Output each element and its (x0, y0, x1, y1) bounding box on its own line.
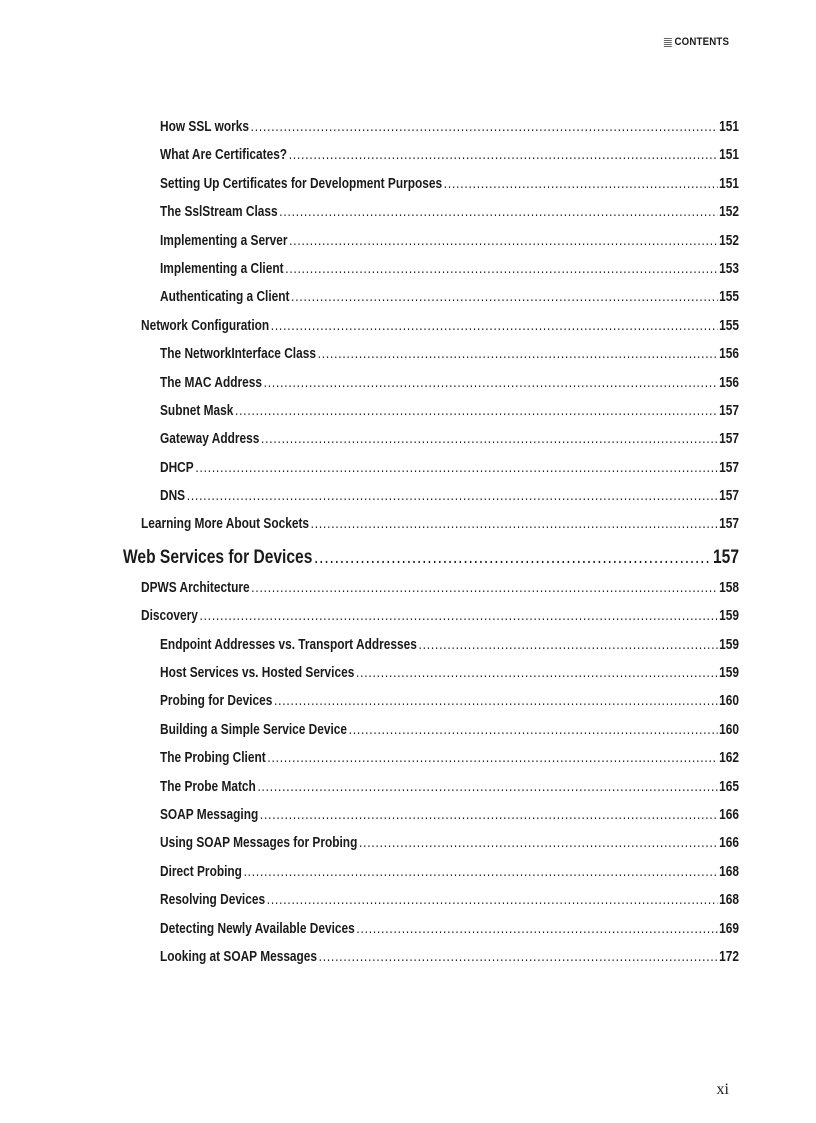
toc-entry[interactable] (160, 431, 739, 459)
dot-leader (261, 431, 718, 447)
toc-entry-page: 152 (719, 204, 739, 221)
dot-leader (319, 949, 718, 965)
toc-entry-title: The Probing Client (160, 750, 266, 767)
toc-entry-title: What Are Certificates? (160, 147, 288, 164)
dot-leader (359, 835, 718, 851)
toc-entry[interactable] (160, 921, 739, 949)
toc-entry-title: Web Services for Devices (123, 546, 313, 568)
toc-entry[interactable] (160, 779, 739, 807)
toc-entry-page: 151 (719, 147, 739, 164)
toc-entry[interactable] (160, 693, 739, 721)
toc-entry-page: 168 (719, 863, 739, 880)
toc-entry-title: DHCP (160, 459, 194, 476)
toc-entry[interactable] (160, 835, 739, 863)
toc-entry[interactable] (160, 403, 739, 431)
toc-entry[interactable] (160, 204, 739, 232)
toc-entry-page: 165 (719, 778, 739, 795)
dot-leader (289, 233, 717, 249)
toc-entry[interactable] (160, 637, 739, 665)
toc-entry-page: 156 (719, 346, 739, 363)
toc-entry-title: The Probe Match (160, 778, 256, 795)
toc-entry-page: 151 (719, 175, 739, 192)
toc-entry[interactable] (160, 665, 739, 693)
dot-leader (251, 580, 717, 596)
toc-entry-page: 155 (719, 289, 739, 306)
header-label: CONTENTS (674, 36, 729, 48)
toc-entry-title: Probing for Devices (160, 693, 273, 710)
toc-entry-title: Implementing a Server (160, 232, 288, 249)
dot-leader (356, 921, 717, 937)
toc-entry[interactable] (160, 949, 739, 977)
toc-entry-title: Implementing a Client (160, 260, 284, 277)
toc-entry-page: 153 (719, 260, 739, 277)
running-header (664, 36, 729, 48)
dot-leader (349, 722, 718, 738)
toc-entry-page: 156 (719, 374, 739, 391)
toc-entry-title: Gateway Address (160, 431, 260, 448)
toc-entry[interactable] (141, 516, 739, 544)
toc-entry-title: How SSL works (160, 119, 249, 135)
toc-entry[interactable] (160, 750, 739, 778)
toc-entry-page: 157 (719, 431, 739, 448)
dot-leader (271, 318, 718, 334)
dot-leader (257, 779, 717, 795)
toc-entry-page: 159 (719, 636, 739, 653)
dot-leader (289, 147, 718, 163)
toc-entry[interactable] (160, 176, 739, 204)
toc-entry[interactable] (160, 147, 739, 175)
toc-entry-page: 159 (719, 665, 739, 682)
toc-entry-title: Using SOAP Messages for Probing (160, 835, 358, 852)
toc-entry-page: 160 (719, 693, 739, 710)
dot-leader (195, 460, 717, 476)
dot-leader (267, 892, 718, 908)
toc-entry[interactable] (160, 722, 739, 750)
toc-entry-title: Setting Up Certificates for Development Purposes (160, 175, 443, 192)
toc-entry-title: Building a Simple Service Device (160, 721, 348, 738)
toc-entry-title: Detecting Newly Available Devices (160, 920, 355, 937)
toc-entry-page: 162 (719, 750, 739, 767)
dot-leader (187, 488, 718, 504)
dot-leader (444, 176, 718, 192)
toc-entry-title: The SslStream Class (160, 204, 278, 221)
toc-entry[interactable] (160, 289, 739, 317)
toc-entry[interactable] (160, 233, 739, 261)
toc-entry[interactable] (160, 346, 739, 374)
dot-leader (251, 119, 718, 135)
toc-entry-page: 157 (719, 516, 739, 533)
toc-entry-page: 166 (719, 806, 739, 823)
toc-entry-page: 160 (719, 721, 739, 738)
toc-entry-page: 152 (719, 232, 739, 249)
toc-entry-title: Discovery (141, 608, 198, 625)
page-number: xi (716, 1081, 729, 1098)
toc-entry-page: 159 (719, 608, 739, 625)
dot-leader (260, 807, 718, 823)
toc-entry[interactable] (160, 375, 739, 403)
table-of-contents (0, 119, 816, 977)
dot-leader (279, 204, 717, 220)
toc-entry-title: SOAP Messaging (160, 806, 259, 823)
toc-entry-page: 157 (713, 546, 739, 568)
dot-leader (356, 665, 718, 681)
toc-entry-title: The MAC Address (160, 374, 262, 391)
toc-entry-page: 151 (719, 119, 739, 135)
toc-entry[interactable] (123, 545, 739, 580)
dot-leader (318, 346, 718, 362)
toc-entry[interactable] (160, 261, 739, 289)
toc-entry-title: Subnet Mask (160, 402, 234, 419)
dot-leader (267, 750, 717, 766)
dot-leader (274, 693, 718, 709)
toc-entry-title: Looking at SOAP Messages (160, 948, 318, 965)
toc-entry-title: The NetworkInterface Class (160, 346, 316, 363)
toc-entry-page: 155 (719, 317, 739, 334)
toc-entry[interactable] (160, 119, 739, 147)
toc-entry[interactable] (141, 608, 739, 636)
toc-entry[interactable] (160, 460, 739, 488)
toc-entry-page: 157 (719, 402, 739, 419)
dot-leader (314, 547, 711, 569)
toc-entry[interactable] (141, 318, 739, 346)
toc-entry-title: DNS (160, 488, 186, 505)
toc-entry-title: Authenticating a Client (160, 289, 290, 306)
toc-entry-title: Learning More About Sockets (141, 516, 310, 533)
toc-entry-page: 157 (719, 488, 739, 505)
toc-entry-page: 158 (719, 579, 739, 596)
toc-entry-title: Resolving Devices (160, 892, 266, 909)
toc-entry-page: 168 (719, 892, 739, 909)
toc-entry-page: 169 (719, 920, 739, 937)
toc-entry-title: Network Configuration (141, 317, 270, 334)
dot-leader (244, 864, 718, 880)
toc-entry[interactable] (160, 488, 739, 516)
dot-leader (199, 608, 717, 624)
dot-leader (285, 261, 717, 277)
dot-leader (291, 289, 717, 305)
toc-entry[interactable] (141, 580, 739, 608)
toc-entry-title: DPWS Architecture (141, 579, 250, 596)
dot-leader (311, 516, 718, 532)
toc-entry[interactable] (160, 864, 739, 892)
toc-entry[interactable] (160, 807, 739, 835)
toc-entry-page: 172 (719, 948, 739, 965)
dot-leader (235, 403, 718, 419)
toc-entry[interactable] (160, 892, 739, 920)
dot-leader (264, 375, 718, 391)
toc-entry-title: Endpoint Addresses vs. Transport Addresses (160, 636, 417, 653)
contents-icon (664, 38, 672, 47)
toc-entry-page: 166 (719, 835, 739, 852)
toc-entry-title: Direct Probing (160, 863, 242, 880)
dot-leader (418, 637, 717, 653)
toc-entry-page: 157 (719, 459, 739, 476)
toc-entry-title: Host Services vs. Hosted Services (160, 665, 355, 682)
